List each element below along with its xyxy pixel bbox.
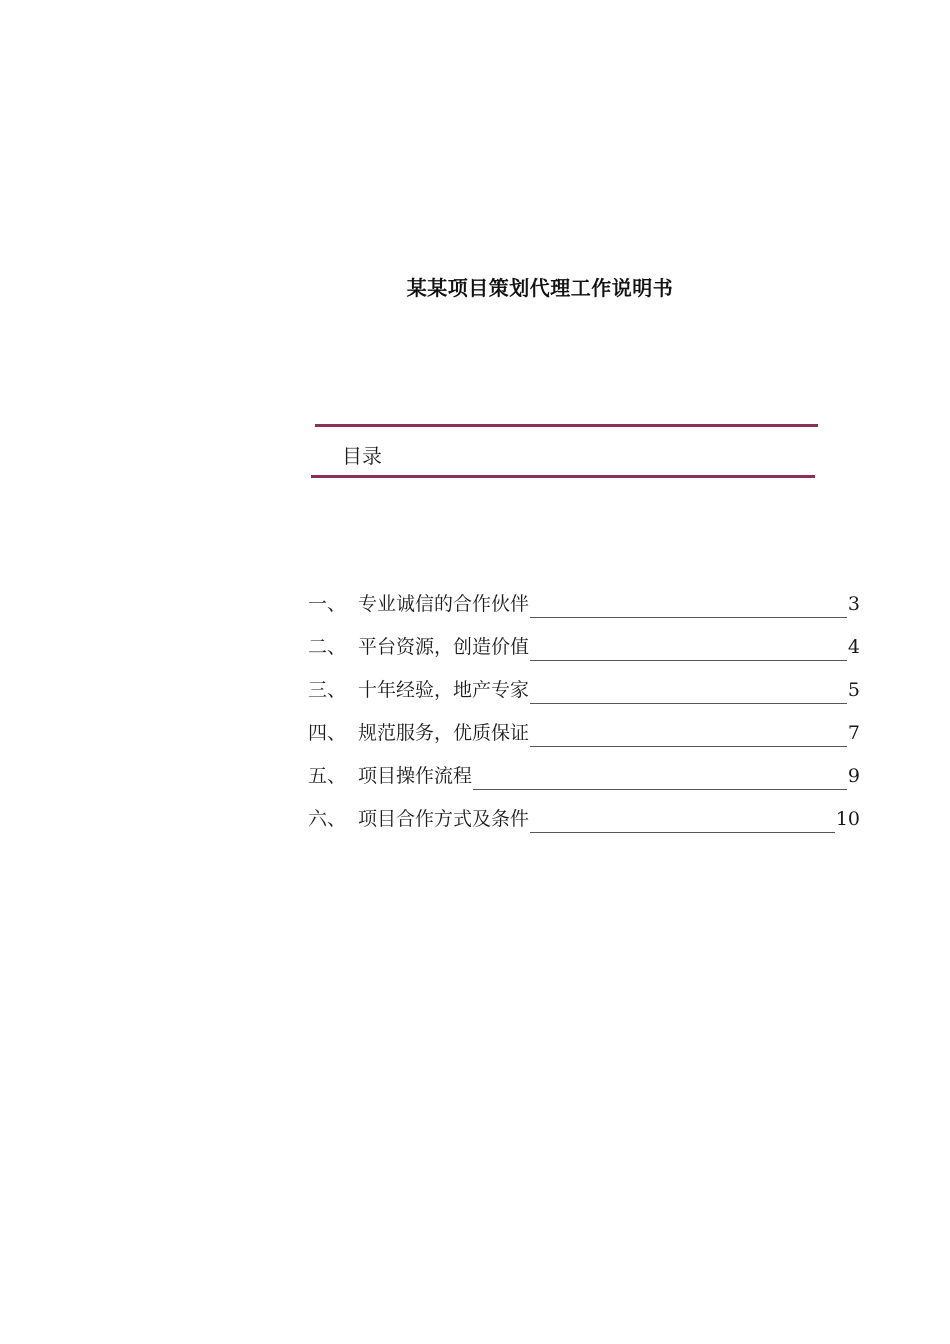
toc-entry-label: 规范服务，优质保证 <box>358 722 530 744</box>
toc-entry-6[interactable] <box>308 790 860 833</box>
toc-leader-line <box>530 808 835 833</box>
toc-leader-line <box>530 679 847 704</box>
toc-entry-label: 项目合作方式及条件 <box>358 808 530 830</box>
toc-entry-number: 六、 <box>308 808 347 830</box>
toc-entry-label: 项目操作流程 <box>358 765 473 787</box>
toc-entry-5[interactable] <box>308 747 860 790</box>
toc-entry-number: 三、 <box>308 679 347 701</box>
toc-leader-line <box>530 722 847 747</box>
toc-entry-page: 3 <box>847 593 860 615</box>
toc-entry-label: 专业诚信的合作伙伴 <box>358 593 530 615</box>
toc-top-rule <box>315 424 818 427</box>
table-of-contents <box>308 575 860 833</box>
toc-leader-line <box>530 593 847 618</box>
toc-entry-label: 平台资源，创造价值 <box>358 636 530 658</box>
toc-entry-page: 5 <box>847 679 860 701</box>
toc-entry-2[interactable] <box>308 618 860 661</box>
toc-entry-3[interactable] <box>308 661 860 704</box>
toc-leader-line <box>473 765 847 790</box>
toc-bottom-rule <box>311 475 815 478</box>
toc-heading: 目录 <box>342 444 382 468</box>
toc-entry-page: 4 <box>847 636 860 658</box>
toc-entry-number: 一、 <box>308 593 347 615</box>
document-title: 某某项目策划代理工作说明书 <box>406 276 674 300</box>
toc-entry-4[interactable] <box>308 704 860 747</box>
toc-entry-label: 十年经验，地产专家 <box>358 679 530 701</box>
toc-entry-1[interactable] <box>308 575 860 618</box>
toc-entry-page: 9 <box>847 765 860 787</box>
toc-entry-number: 四、 <box>308 722 347 744</box>
toc-entry-number: 二、 <box>308 636 347 658</box>
toc-entry-page: 10 <box>835 808 860 830</box>
toc-entry-page: 7 <box>847 722 860 744</box>
toc-entry-number: 五、 <box>308 765 347 787</box>
toc-leader-line <box>530 636 847 661</box>
